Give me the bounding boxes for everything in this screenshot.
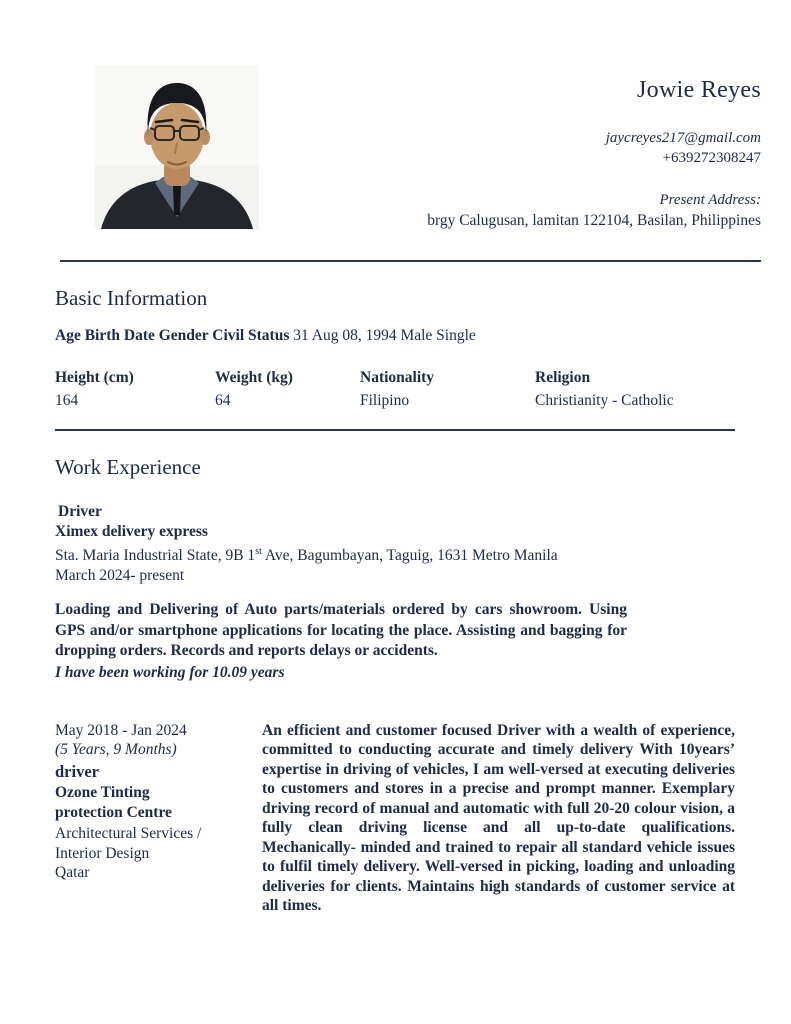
job2-duration: (5 Years, 9 Months) — [55, 741, 177, 759]
field-label: Height (cm) — [55, 369, 134, 386]
profile-photo — [95, 65, 259, 229]
basic-info-divider — [55, 429, 735, 431]
job1-address — [55, 542, 735, 566]
header — [0, 0, 791, 231]
job-entry-ozone — [55, 721, 735, 916]
field-label: Weight (kg) — [215, 369, 293, 386]
job2-summary: An efficient and customer focused Driver with a wealth of experience, committed to conducting accurate and timely delivery With 10years’ expertise in driving of vehicles, I am well-versed at executing deliveries to customers and stores in a precise and prompt manner. Exemplary driving record of manual and automatic with full 20-20 colour vision, a fully clean driving license and all up-to-date qualifications. Mechanically- minded and trained to repair all standard vehicle issues to fulfil timely delivery. Well-versed in picking, loading and unloading deliveries for clients. Maintains high standards of customer service at all times. — [262, 721, 735, 915]
basic-info-combined-labels: Age Birth Date Gender Civil Status — [55, 327, 290, 344]
basic-info-field-height — [55, 368, 215, 411]
candidate-name: Jowie Reyes — [637, 77, 761, 103]
job-entry-ximex — [55, 502, 735, 683]
basic-info-field-weight — [215, 368, 360, 411]
job1-company: Ximex delivery express — [55, 523, 208, 540]
job2-industry: Architectural Services / Interior Design — [55, 825, 202, 862]
basic-info-combined-line — [55, 326, 735, 346]
job1-tenure-note: I have been working for 10.09 years — [55, 663, 285, 681]
job2-position: driver — [55, 761, 99, 781]
job1-address-pre: Sta. Maria Industrial State, 9B 1 — [55, 547, 256, 565]
profile-photo-illustration — [95, 65, 259, 229]
work-experience-section — [0, 455, 791, 916]
present-address-label: Present Address: — [659, 192, 761, 208]
header-divider — [60, 260, 761, 262]
basic-information-title: Basic Information — [55, 286, 208, 310]
job1-description: Loading and Delivering of Auto parts/materials ordered by cars showroom. Using GPS and/or smartphone applications for locating the place. Assisting and bagging for dropping orders. Records and reports delays or accidents. — [55, 601, 627, 660]
contact-block — [259, 65, 761, 231]
basic-information-section — [0, 286, 791, 411]
phone-text: +639272308247 — [662, 150, 761, 166]
job2-company: Ozone Tinting protection Centre — [55, 784, 172, 821]
present-address-text: brgy Calugusan, lamitan 122104, Basilan, Philippines — [427, 212, 761, 229]
job1-position: Driver — [58, 503, 102, 520]
field-value: Filipino — [360, 392, 410, 409]
basic-info-grid — [55, 368, 735, 411]
work-experience-title: Work Experience — [55, 455, 201, 479]
basic-info-field-nationality — [360, 368, 535, 411]
job1-period: March 2024- present — [55, 567, 185, 585]
basic-info-field-religion — [535, 368, 735, 411]
job2-meta-column — [55, 721, 210, 916]
job2-period: May 2018 - Jan 2024 — [55, 721, 187, 739]
job1-address-ordinal: st — [255, 546, 262, 557]
email-text: jaycreyes217@gmail.com — [605, 130, 761, 146]
job2-location: Qatar — [55, 864, 90, 882]
field-label: Nationality — [360, 369, 435, 386]
field-value: 164 — [55, 392, 79, 409]
field-value: 64 — [215, 392, 231, 409]
basic-info-combined-values: 31 Aug 08, 1994 Male Single — [293, 327, 476, 344]
field-label: Religion — [535, 369, 591, 386]
field-value: Christianity - Catholic — [535, 392, 674, 409]
job1-address-post: Ave, Bagumbayan, Taguig, 1631 Metro Manila — [261, 547, 558, 565]
